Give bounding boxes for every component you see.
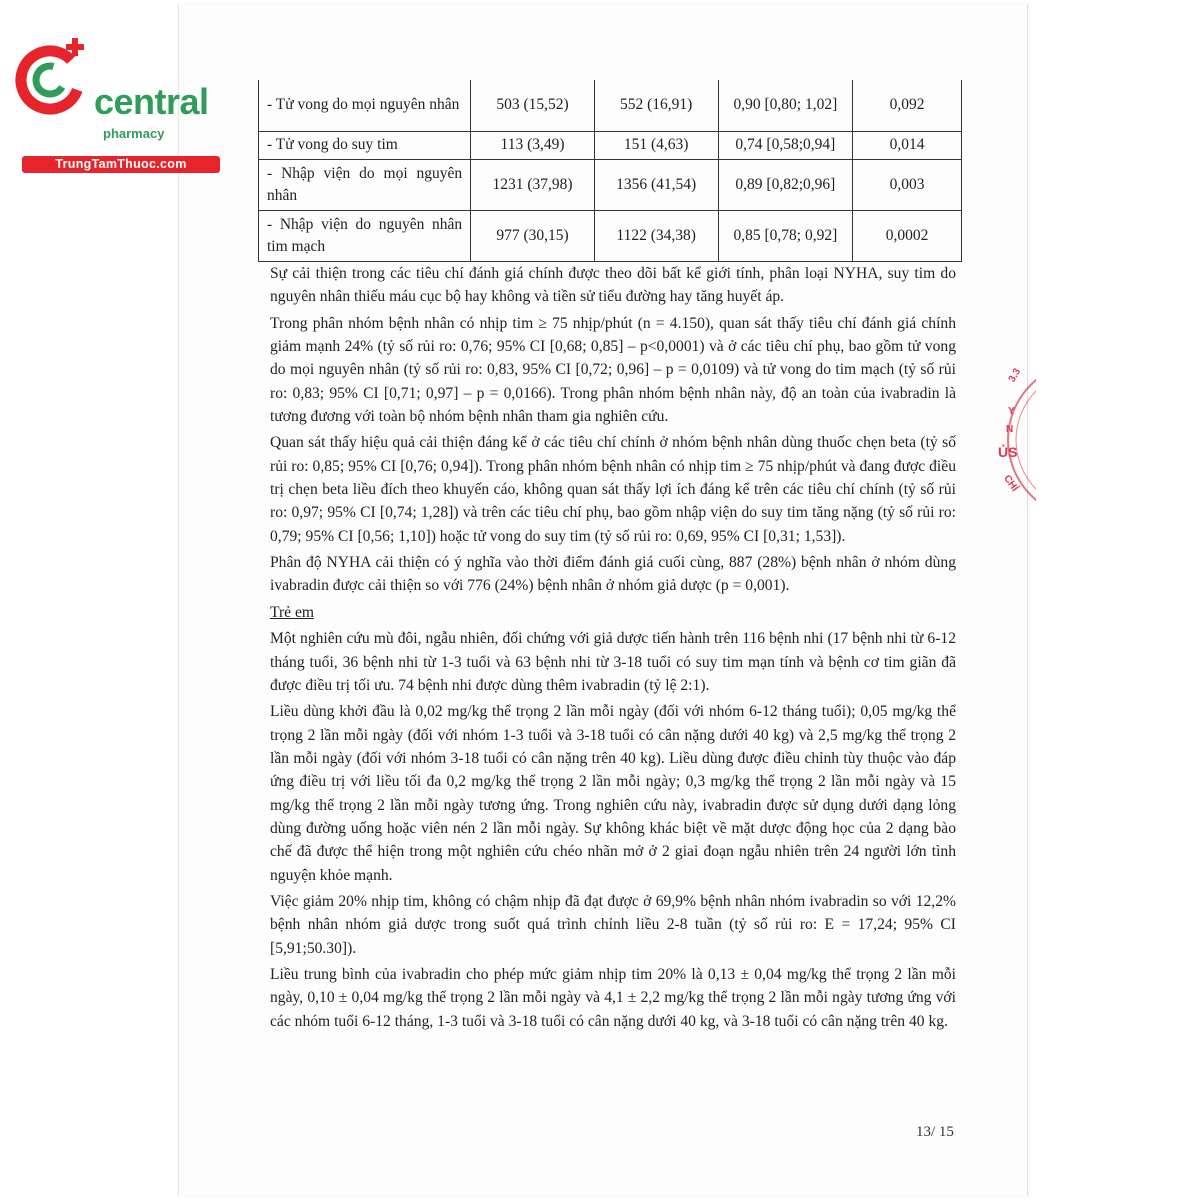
table-cell: 0,90 [0,80; 1,02]: [718, 80, 853, 131]
paragraph: Quan sát thấy hiệu quả cải thiện đáng kể ở các tiêu chí chính ở nhóm bệnh nhân dùng thuốc chẹn beta (tỷ số rủi ro: 0,85; 95% CI [0,76; 0,94]). Trong phân nhóm bệnh nhân có nhịp tim ≥ 75 nhịp/phút và đang được điều trị chẹn beta liều đích theo khuyến cáo, không quan sát thấy lợi ích đáng kể trên các tiêu chí chính (tỷ số rủi ro: 0,97; 95% CI [0,74; 1,28]) và trên các tiêu chí phụ, bao gồm nhập viện do suy tim tăng nặng (tỷ số rủi ro: 0,79; 95% CI [0,56; 1,10]) hoặc tử vong do suy tim (tỷ số rủi ro: 0,69, 95% CI [0,31; 1,53]).: [270, 434, 956, 545]
stamp-text: CHỈ: [1001, 473, 1021, 494]
table-cell: 151 (4,63): [594, 131, 718, 159]
paragraph: Liều dùng khởi đầu là 0,02 mg/kg thể trọng 2 lần mỗi ngày (đối với nhóm 6-12 tháng tuổi); 0,05 mg/kg thể trọng 2 lần mỗi ngày (đối với nhóm 1-3 tuổi và 3-18 tuổi có cân nặng dưới 40 kg) và 2,5 mg/kg thể trọng 2 lần mỗi ngày (đối với nhóm 3-18 tuổi có cân nặng trên 40 kg). Liều dùng được điều chỉnh tùy thuộc vào đáp ứng điều trị với liều tối đa 0,2 mg/kg thể trọng 2 lần mỗi ngày; 0,3 mg/kg thể trọng 2 lần mỗi ngày và 15 mg/kg thể trọng 2 lần mỗi ngày tương ứng. Trong nghiên cứu này, ivabradin được sử dụng dưới dạng lỏng dùng đường uống hoặc viên nén 2 lần mỗi ngày. Sự không khác biệt về mặt dược động học của 2 dạng bào chế đã được thể hiện trong một nghiên cứu chéo nhãn mở ở 2 giai đoạn ngẫu nhiên trên 24 người lớn tình nguyện khỏe mạnh.: [270, 703, 956, 884]
stamp-text: Y: [1008, 406, 1015, 417]
table-cell: 0,74 [0,58;0,94]: [718, 131, 853, 159]
section-heading: Trẻ em: [270, 603, 315, 621]
table-row: [259, 80, 962, 131]
official-stamp: [996, 360, 1036, 520]
table-cell: 113 (3,49): [471, 131, 595, 159]
table-cell: 0,092: [853, 80, 962, 131]
results-table: [258, 80, 962, 262]
table-cell: 0,85 [0,78; 0,92]: [718, 210, 853, 261]
table-row: [259, 131, 962, 159]
logo-mark-icon: [10, 38, 94, 122]
paragraph: Liều trung bình của ivabradin cho phép mức giảm nhịp tim 20% là 0,13 ± 0,04 mg/kg thể trọng 2 lần mỗi ngày, 0,10 ± 0,04 mg/kg thể trọng 2 lần mỗi ngày và 4,1 ± 2,2 mg/kg thể trọng 2 lần mỗi ngày tương ứng với các nhóm tuổi 6-12 tháng, 1-3 tuổi và 3-18 tuổi có cân nặng dưới 40 kg, và 3-18 tuổi có cân nặng trên 40 kg.: [270, 966, 956, 1030]
table-cell: 977 (30,15): [471, 210, 595, 261]
paragraph: Việc giảm 20% nhịp tim, không có chậm nhịp đã đạt được ở 69,9% bệnh nhân nhóm ivabradin so với 12,2% bệnh nhân nhóm giả dược trong suốt quá trình chỉnh liều 2-8 tuần (tỷ số rủi ro: E = 17,24; 95% CI [5,91;50.30]).: [270, 893, 956, 957]
stamp-text: 3.3: [1006, 366, 1024, 385]
table-cell-label: - Nhập viện do nguyên nhân tim mạch: [259, 210, 471, 261]
logo-website-banner: TrungTamThuoc.com: [22, 156, 220, 173]
table-cell: 552 (16,91): [594, 80, 718, 131]
stamp-text: ỦS: [998, 444, 1018, 460]
table-cell: 0,0002: [853, 210, 962, 261]
paragraph: Trong phân nhóm bệnh nhân có nhịp tim ≥ 75 nhịp/phút (n = 4.150), quan sát thấy tiêu chí đánh giá chính giảm mạnh 24% (tỷ số rủi ro: 0,76; 95% CI [0,68; 0,85] – p<0,0001) và ở các tiêu chí phụ, bao gồm tử vong do mọi nguyên nhân (tỷ số rủi ro: 0,83, 95% CI [0,72; 0,96] – p = 0,0109) và tử vong do tim mạch (tỷ số rủi ro: 0,83; 95% CI [0,71; 0,97] – p = 0,0166). Trong phân nhóm bệnh nhân này, độ an toàn của ivabradin là tương đương với toàn bộ nhóm bệnh nhân tham gia nghiên cứu.: [270, 314, 956, 425]
table-cell: 0,89 [0,82;0,96]: [718, 159, 853, 210]
table-cell: 1356 (41,54): [594, 159, 718, 210]
central-pharmacy-logo[interactable]: [10, 38, 215, 171]
document-body: [270, 262, 956, 1036]
table-row: [259, 159, 962, 210]
table-cell-label: - Tử vong do suy tim: [259, 131, 471, 159]
paragraph: Phân độ NYHA cải thiện có ý nghĩa vào thời điểm đánh giá cuối cùng, 887 (28%) bệnh nhân ở nhóm dùng ivabradin được cải thiện so với 776 (24%) bệnh nhân ở nhóm giả dược (p = 0,001).: [270, 554, 956, 595]
logo-name: central: [94, 81, 209, 122]
stamp-text: N: [1006, 424, 1014, 435]
logo-subtitle: pharmacy: [103, 126, 165, 141]
table-cell-label: - Nhập viện do mọi nguyên nhân: [259, 159, 471, 210]
table-cell: 0,014: [853, 131, 962, 159]
table-cell: 0,003: [853, 159, 962, 210]
paragraph: Sự cải thiện trong các tiêu chí đánh giá chính được theo dõi bất kể giới tính, phân loại NYHA, suy tim do nguyên nhân thiếu máu cục bộ hay không và tiền sử tiểu đường hay tăng huyết áp.: [270, 265, 956, 306]
table-cell-label: - Tử vong do mọi nguyên nhân: [259, 80, 471, 131]
table-cell: 503 (15,52): [471, 80, 595, 131]
table-cell: 1122 (34,38): [594, 210, 718, 261]
table-row: [259, 210, 962, 261]
table-cell: 1231 (37,98): [471, 159, 595, 210]
page-number: 13/ 15: [916, 1124, 954, 1140]
paragraph: Một nghiên cứu mù đôi, ngẫu nhiên, đối chứng với giả dược tiến hành trên 116 bệnh nhi (17 bệnh nhi từ 6-12 tháng tuổi, 36 bệnh nhi từ 1-3 tuổi và 63 bệnh nhi từ 3-18 tuổi có suy tim mạn tính và bệnh cơ tim giãn đã được điều trị tối ưu. 74 bệnh nhi được dùng thêm ivabradin (tỷ lệ 2:1).: [270, 630, 956, 694]
